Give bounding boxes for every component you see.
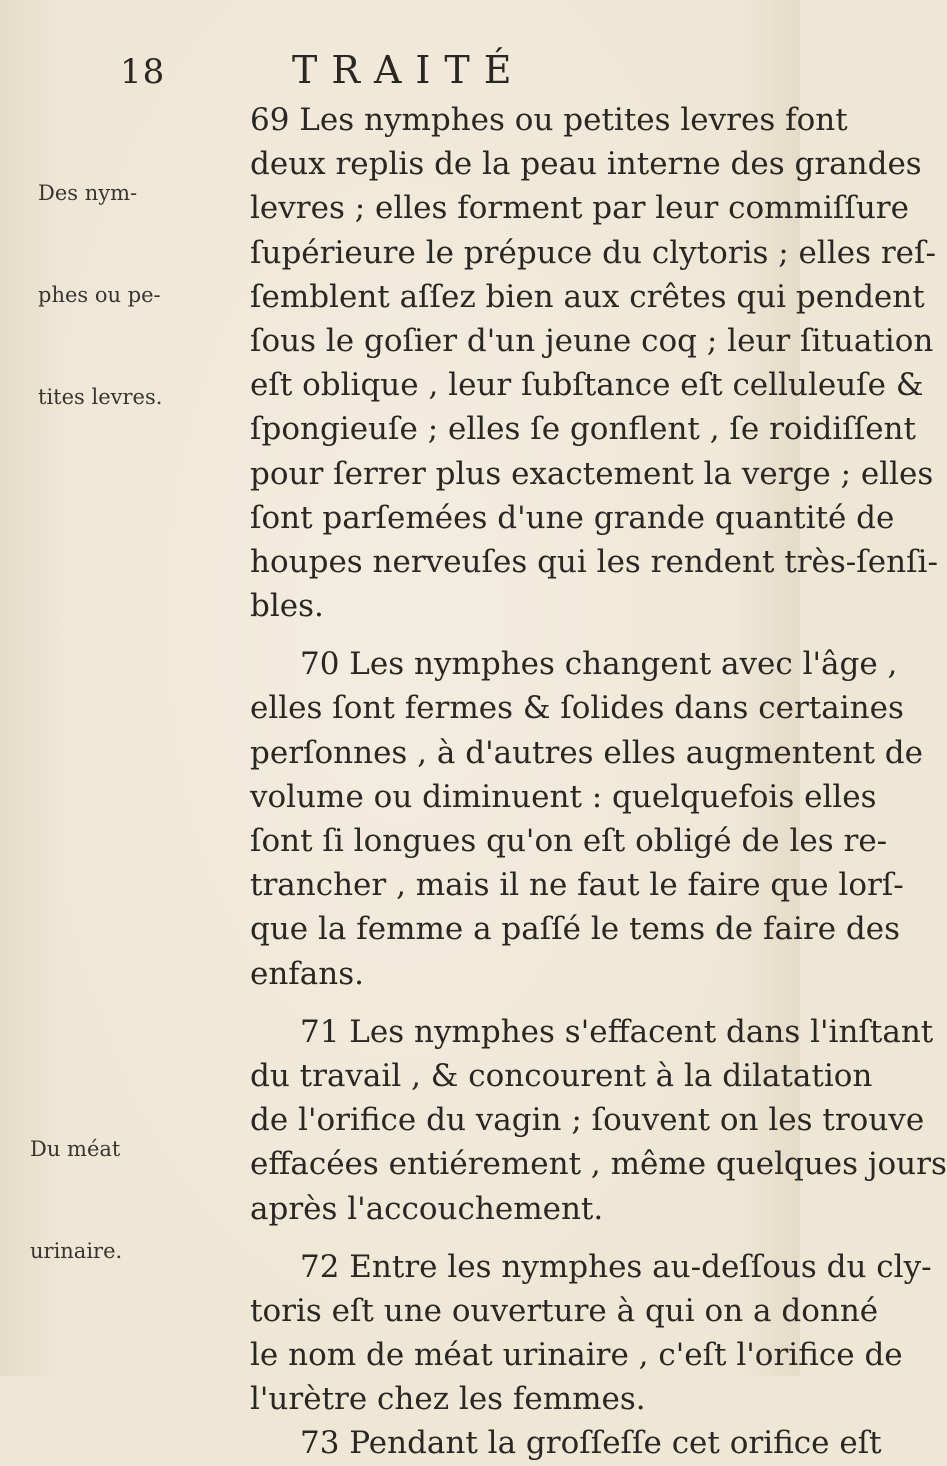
text-line: bles. (250, 588, 324, 625)
running-title: TRAITÉ (292, 48, 526, 92)
text-line: ſupérieure le prépuce du clytoris ; elles reſ- (250, 234, 936, 271)
text-line: après l'accouchement. (250, 1190, 604, 1227)
paragraph-71 (250, 1010, 947, 1231)
text-line: de l'orifice du vagin ; ſouvent on les trouve (250, 1102, 925, 1139)
paragraph-69 (250, 98, 938, 628)
margin-note-line: phes ou pe- (38, 283, 161, 307)
text-line: levres ; elles forment par leur commiſſure (250, 190, 909, 227)
text-line: ſont parſemées d'une grande quantité de (250, 499, 895, 536)
margin-note-line: tites levres. (38, 385, 163, 409)
running-head (0, 44, 800, 94)
text-line: le nom de méat urinaire , c'eſt l'orifice de (250, 1337, 903, 1374)
body-text (250, 98, 947, 1466)
margin-note-line: urinaire. (30, 1239, 123, 1263)
paragraph-72 (250, 1245, 932, 1422)
text-line: toris eſt une ouverture à qui on a donné (250, 1292, 879, 1329)
text-line: ſemblent aſſez bien aux crêtes qui pendent (250, 278, 925, 315)
text-line: ſont ſi longues qu'on eſt obligé de les re- (250, 823, 888, 859)
text-line: volume ou diminuent : quelquefois elles (250, 778, 877, 815)
text-line: trancher , mais il ne faut le faire que lorſ- (250, 867, 904, 904)
text-line: deux replis de la peau interne des grandes (250, 146, 922, 183)
text-line: elles ſont fermes & ſolides dans certaines (250, 690, 904, 727)
text-line: ſous le goſier d'un jeune coq ; leur ſituation (250, 322, 934, 359)
text-line: houpes nerveuſes qui les rendent très-ſenſi- (250, 543, 938, 580)
page-number: 18 (120, 52, 166, 92)
text-line: du travail , & concourent à la dilatation (250, 1057, 873, 1094)
text-line: 72 Entre les nymphes au-deſſous du cly- (300, 1248, 932, 1285)
text-line: 70 Les nymphes changent avec l'âge , (300, 646, 898, 683)
text-line: 71 Les nymphes s'effacent dans l'inſtant (300, 1013, 934, 1050)
text-line: 69 Les nymphes ou petites levres font (250, 102, 848, 138)
text-line: eſt oblique , leur ſubſtance eſt celluleuſe & (250, 367, 924, 404)
margin-note-meat (30, 1064, 122, 1336)
text-line: ſpongieuſe ; elles ſe gonflent , ſe roidiſſent (250, 411, 916, 448)
text-line: perſonnes , à d'autres elles augmentent de (250, 734, 923, 771)
margin-note-nymphes (38, 108, 162, 482)
margin-note-line: Du méat (30, 1137, 121, 1161)
margin-note-line: Des nym- (38, 181, 138, 205)
paragraph-70 (250, 642, 923, 996)
text-line: 73 Pendant la groſſeſſe cet orifice eſt (300, 1425, 882, 1462)
text-line: enfans. (250, 955, 364, 992)
paragraph-73 (250, 1421, 882, 1465)
text-line: l'urètre chez les femmes. (250, 1381, 646, 1418)
text-line: effacées entiérement , même quelques jours (250, 1146, 947, 1183)
text-line: pour ſerrer plus exactement la verge ; elles (250, 455, 934, 492)
text-line: que la femme a paſſé le tems de faire des (250, 911, 900, 948)
